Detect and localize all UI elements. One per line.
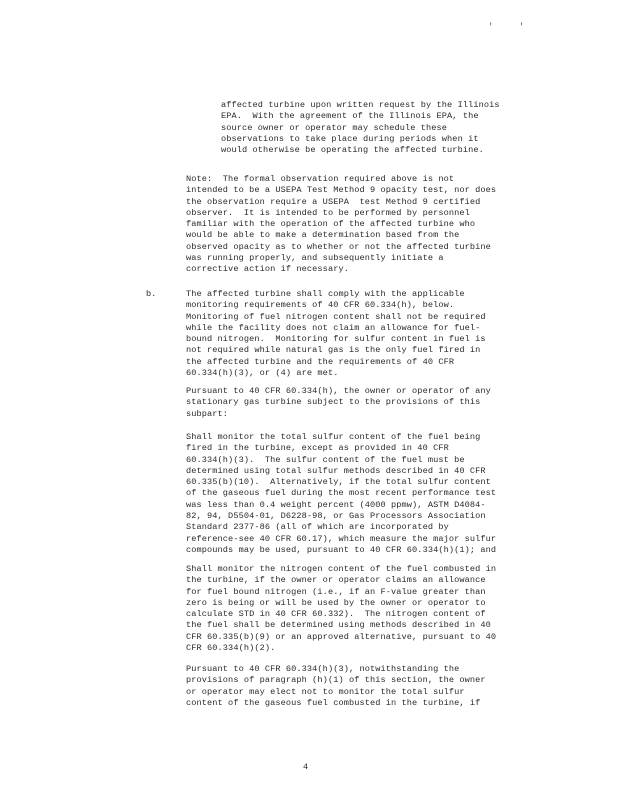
continuation-paragraph: affected turbine upon written request by the Illinois EPA. With the agreement of the Illinois EPA, the source owner or operator may schedule these observations to take place during periods when it would otherwise be operating the affected turbine. xyxy=(221,100,500,156)
nitrogen-monitoring-paragraph: Shall monitor the nitrogen content of the fuel combusted in the turbine, if the owner or operator claims an allowance for fuel bound nitrogen (i.e., if an F-value greater than zero is being or will be used by the owner or operator to calculate STD in 40 CFR 60.332). The nitrogen content of the fuel shall be determined using methods described in 40 CFR 60.335(b)(9) or an approved alternative, pursuant to 40 CFR 60.334(h)(2). xyxy=(186,564,497,654)
sulfur-monitoring-paragraph: Shall monitor the total sulfur content of the fuel being fired in the turbine, except as provided in 40 CFR 60.334(h)(3). The sulfur content of the fuel must be determined using total sulfur methods described in 40 CFR 60.335(b)(10). Alternatively, if the total sulfur content of the gaseous fuel during the most recent performance test was less than 0.4 weight percent (4000 ppmw), ASTM D4084- 82, 94, D5504-01, D6228-98, or Gas Processors Association Standard 2377-86 (all of which are incorporated by reference-see 40 CFR 60.17), which measure the major sulfur compounds may be used, pursuant to 40 CFR 60.334(h)(1); and xyxy=(186,432,497,555)
item-b-paragraph: The affected turbine shall comply with the applicable monitoring requirements of 40 CFR 60.334(h), below. Monitoring of fuel nitrogen content shall not be required while the facility does not claim an allowance for fuel- bound nitrogen. Monitoring for sulfur content in fuel is not required while natural gas is the only fuel fired in the affected turbine and the requirements of 40 CFR 60.334(h)(3), or (4) are met. xyxy=(186,289,486,379)
final-paragraph: Pursuant to 40 CFR 60.334(h)(3), notwithstanding the provisions of paragraph (h)(1) of this section, the owner or operator may elect not to monitor the total sulfur content of the gaseous fuel combusted in the turbine, if xyxy=(186,664,486,708)
item-b-label: b. xyxy=(146,289,157,299)
page-number: 4 xyxy=(303,762,309,772)
corner-marks: ' ' xyxy=(488,22,535,32)
note-paragraph: Note: The formal observation required above is not intended to be a USEPA Test Method 9 opacity test, nor does the observation require a USEPA test Method 9 certified observer. It is intended to be performed by personnel familiar with the operation of the affected turbine who would be able to make a determination based from the observed opacity as to whether or not the affected turbine was running properly, and subsequently initiate a corrective action if necessary. xyxy=(186,174,497,275)
pursuant-paragraph: Pursuant to 40 CFR 60.334(h), the owner or operator of any stationary gas turbine subject to the provisions of this subpart: xyxy=(186,386,491,419)
